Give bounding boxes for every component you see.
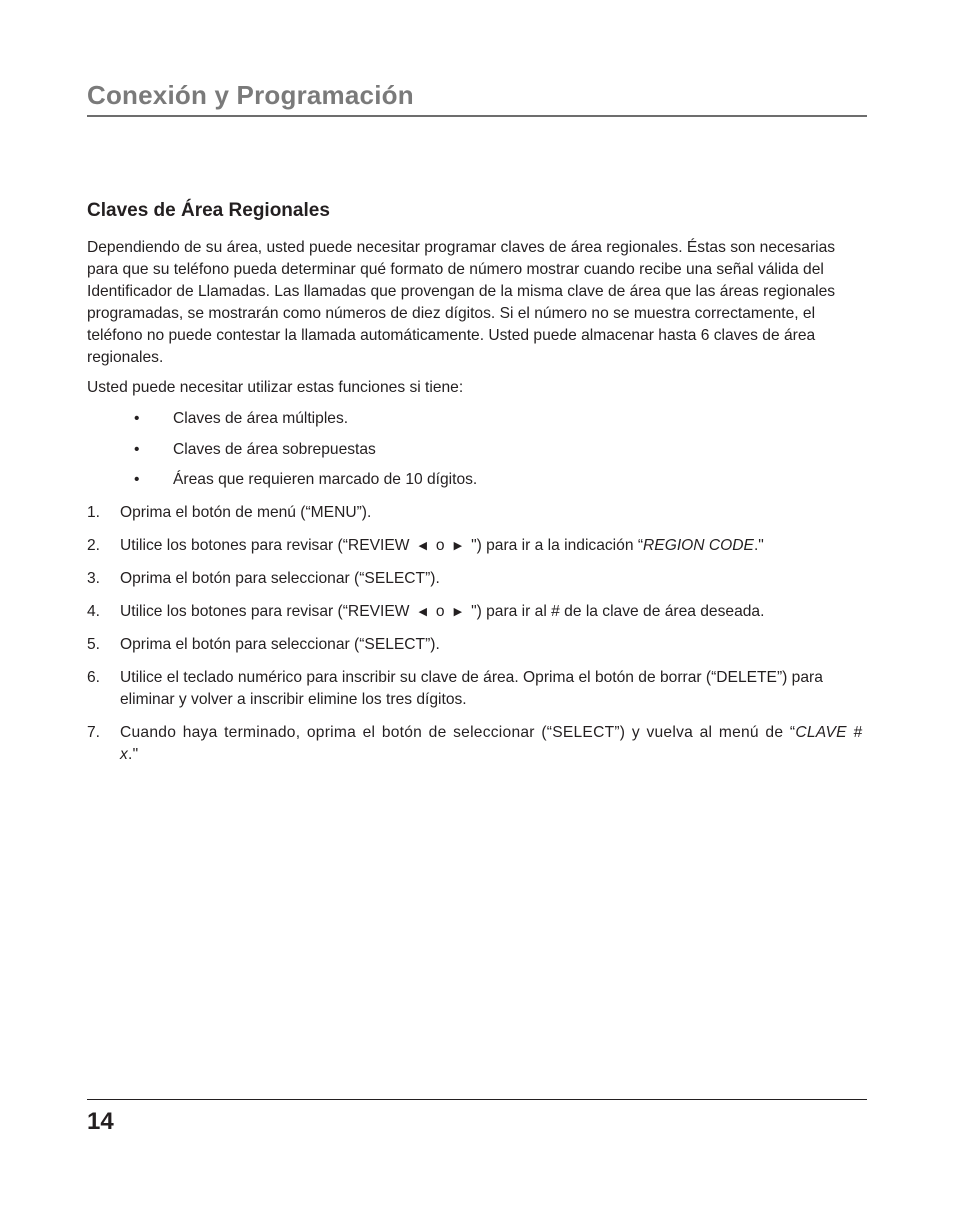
footer-divider (87, 1099, 867, 1100)
step-text (120, 601, 867, 623)
left-arrow-icon: ◀ (418, 606, 427, 618)
or-word: o (435, 603, 445, 620)
step-text-end: ") para ir al # de la clave de área deseada. (471, 603, 765, 620)
step-text-middle: ") para ir a la indicación “ (471, 537, 644, 554)
feature-bullet-list (87, 408, 867, 500)
step-4 (87, 601, 867, 623)
step-text-start: Cuando haya terminado, oprima el botón de seleccionar (“SELECT”) y vuelva al menú de “ (120, 724, 796, 741)
step-7 (87, 722, 867, 766)
step-3 (87, 568, 867, 590)
step-text: Oprima el botón de menú (“MENU”). (120, 504, 372, 521)
right-arrow-icon: ▶ (453, 606, 463, 618)
bullet-item (87, 408, 867, 439)
instruction-steps (87, 502, 867, 777)
section-heading: Claves de Área Regionales (87, 200, 330, 221)
step-number: 2. (87, 537, 101, 554)
step-number: 5. (87, 636, 101, 653)
step-number: 1. (87, 504, 101, 521)
step-text: Oprima el botón para seleccionar (“SELECT”). (120, 636, 440, 653)
step-text (120, 535, 867, 557)
step-6 (87, 667, 867, 711)
right-arrow-icon: ▶ (453, 540, 463, 552)
bullet-text: Claves de área sobrepuestas (173, 440, 376, 458)
bullet-item (87, 469, 867, 500)
page-header-title: Conexión y Programación (87, 80, 414, 110)
step-text-end: ." (128, 746, 139, 763)
step-text: Oprima el botón para seleccionar (“SELECT”). (120, 570, 440, 587)
page-number: 14 (87, 1108, 114, 1135)
clave-label: CLAVE # x (120, 724, 863, 763)
region-code-label: REGION CODE (643, 537, 754, 554)
step-text: Utilice el teclado numérico para inscribir su clave de área. Oprima el botón de borrar (“DELETE”) para eliminar y volver a inscribir elimine los tres dígitos. (120, 669, 823, 708)
step-number: 6. (87, 669, 101, 686)
bullet-item (87, 439, 867, 470)
intro-paragraph: Dependiendo de su área, usted puede necesitar programar claves de área regionales. Éstas son necesarias para que su teléfono pueda determinar qué formato de número mostrar cuando recibe una señal válida del Identificador de Llamadas. Las llamadas que provengan de la misma clave de área que las áreas regionales programadas, se mostrarán como números de diez dígitos. Si el número no se muestra correctamente, el teléfono no puede contestar la llamada automáticamente. Usted puede almacenar hasta 6 claves de área regionales. (87, 239, 836, 366)
bullet-icon: • (134, 410, 140, 427)
bullet-icon: • (134, 440, 140, 458)
bullet-text: Claves de área múltiples. (173, 410, 349, 427)
bullet-icon: • (134, 471, 140, 488)
step-1 (87, 502, 867, 524)
step-number: 4. (87, 603, 101, 620)
step-2 (87, 535, 867, 557)
step-text-start: Utilice los botones para revisar (“REVIEW (120, 603, 410, 620)
step-number: 3. (87, 570, 101, 587)
step-number: 7. (87, 724, 101, 741)
step-text-end: ." (753, 537, 764, 554)
lead-paragraph: Usted puede necesitar utilizar estas funciones si tiene: (87, 379, 464, 396)
left-arrow-icon: ◀ (418, 540, 427, 552)
header-divider (87, 115, 867, 117)
step-text-start: Utilice los botones para revisar (“REVIEW (120, 537, 410, 554)
step-5 (87, 634, 867, 656)
bullet-text: Áreas que requieren marcado de 10 dígitos. (173, 471, 478, 488)
step-text (120, 722, 867, 766)
or-word: o (435, 537, 445, 554)
